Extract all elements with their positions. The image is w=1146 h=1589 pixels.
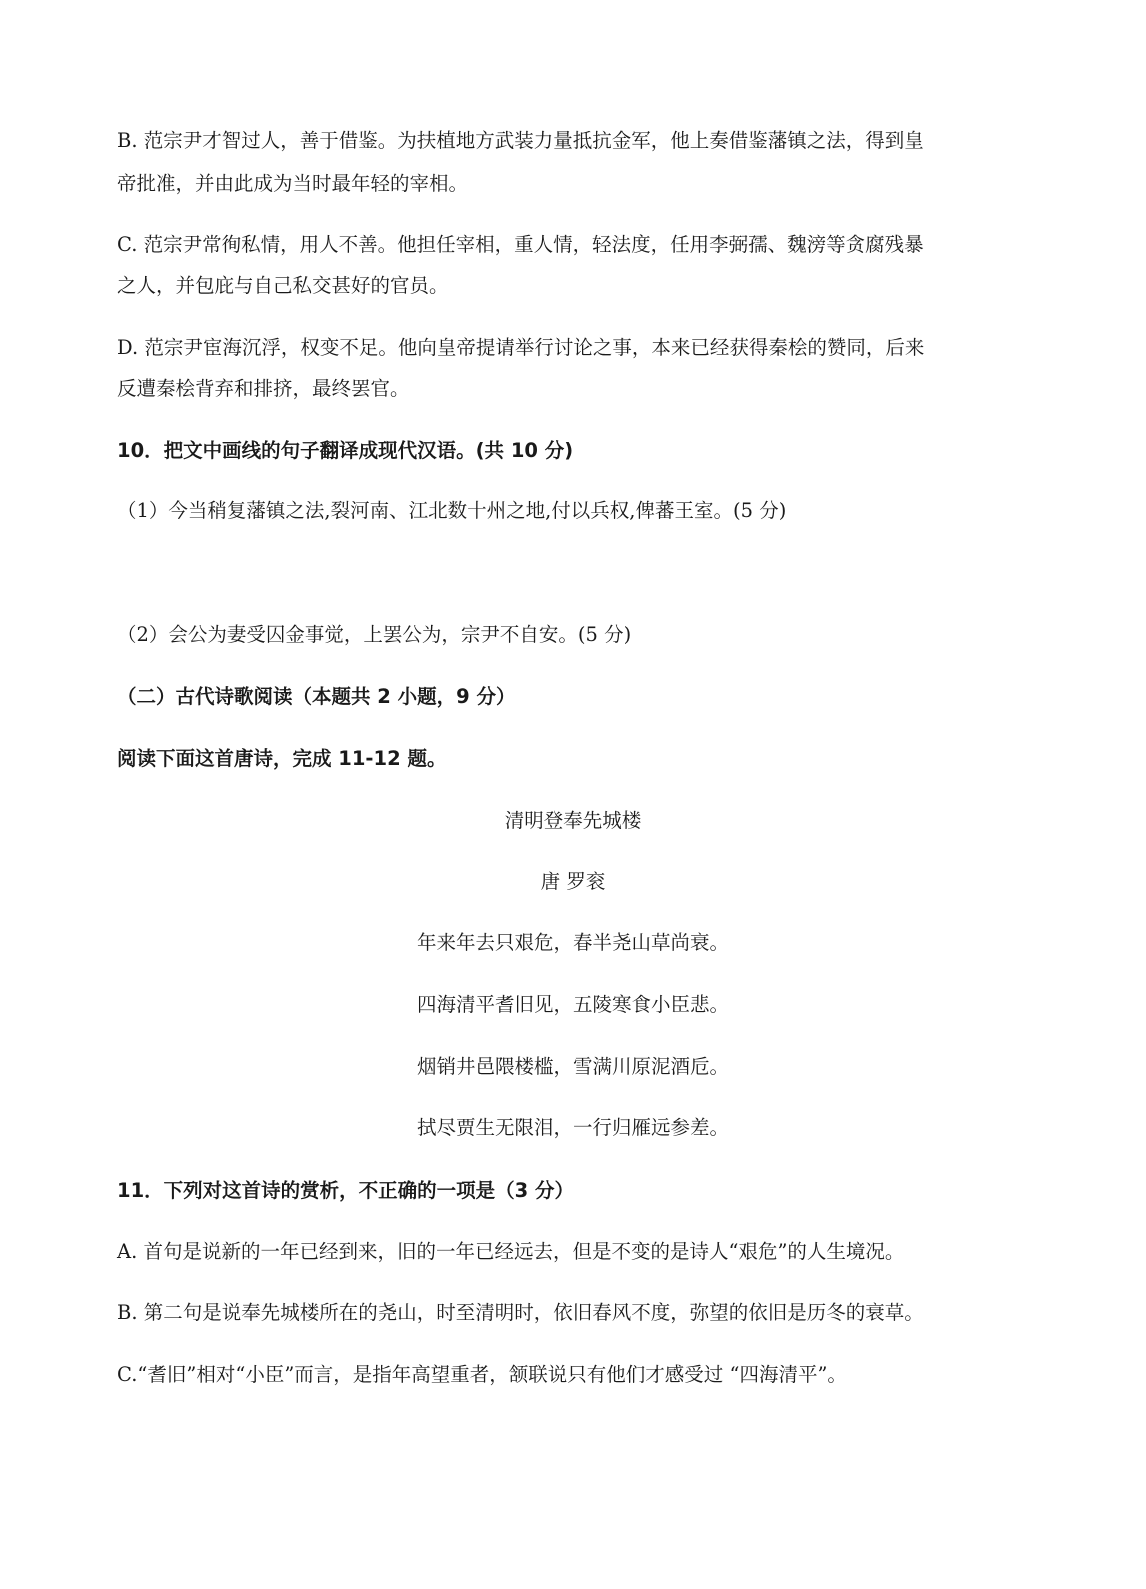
q9-option-d-line1: D. 范宗尹宦海沉浮，权变不足。他向皇帝提请举行讨论之事，本来已经获得秦桧的赞同，后来	[117, 336, 925, 359]
poem-line-4: 拭尽贾生无限泪，一行归雁远参差。	[416, 1116, 729, 1139]
section-2-instruction: 阅读下面这首唐诗，完成 11-12 题。	[117, 747, 447, 770]
q9-option-c-line2: 之人，并包庇与自己私交甚好的官员。	[117, 274, 449, 297]
q10-sentence-1: （1）今当稍复藩镇之法,裂河南、江北数十州之地,付以兵权,俾蕃王室。(5 分)	[117, 499, 787, 522]
poem-line-3: 烟销井邑隈楼槛，雪满川原泥酒卮。	[416, 1055, 729, 1078]
q9-option-b-line2: 帝批准，并由此成为当时最年轻的宰相。	[117, 172, 469, 195]
q11-option-a: A. 首句是说新的一年已经到来，旧的一年已经远去，但是不变的是诗人“艰危”的人生境况。	[117, 1240, 905, 1263]
poem-line-2: 四海清平耆旧见，五陵寒食小臣悲。	[416, 993, 729, 1016]
q11-option-c: C.“耆旧”相对“小臣”而言，是指年高望重者，颔联说只有他们才感受过 “四海清平”。	[117, 1363, 847, 1386]
q11-option-b: B. 第二句是说奉先城楼所在的尧山，时至清明时，依旧春风不度，弥望的依旧是历冬的衰草。	[117, 1301, 924, 1324]
poem-title: 清明登奉先城楼	[504, 809, 642, 832]
q9-option-d-line2: 反遭秦桧背弃和排挤，最终罢官。	[117, 377, 410, 400]
q10-sentence-2: （2）会公为妻受囚金事觉，上罢公为，宗尹不自安。(5 分)	[117, 623, 632, 646]
poem-line-1: 年来年去只艰危，春半尧山草尚衰。	[416, 931, 729, 954]
section-2-title: （二）古代诗歌阅读（本题共 2 小题，9 分）	[117, 685, 516, 708]
poem-author: 唐 罗衮	[540, 870, 606, 893]
q9-option-b-line1: B. 范宗尹才智过人，善于借鉴。为扶植地方武装力量抵抗金军，他上奏借鉴藩镇之法，得到皇	[117, 129, 924, 152]
q10-title: 10．把文中画线的句子翻译成现代汉语。(共 10 分)	[117, 439, 574, 462]
q11-title: 11．下列对这首诗的赏析，不正确的一项是（3 分）	[117, 1179, 574, 1202]
q9-option-c-line1: C. 范宗尹常徇私情，用人不善。他担任宰相，重人情，轻法度，任用李弼孺、魏滂等贪腐残暴	[117, 233, 924, 256]
